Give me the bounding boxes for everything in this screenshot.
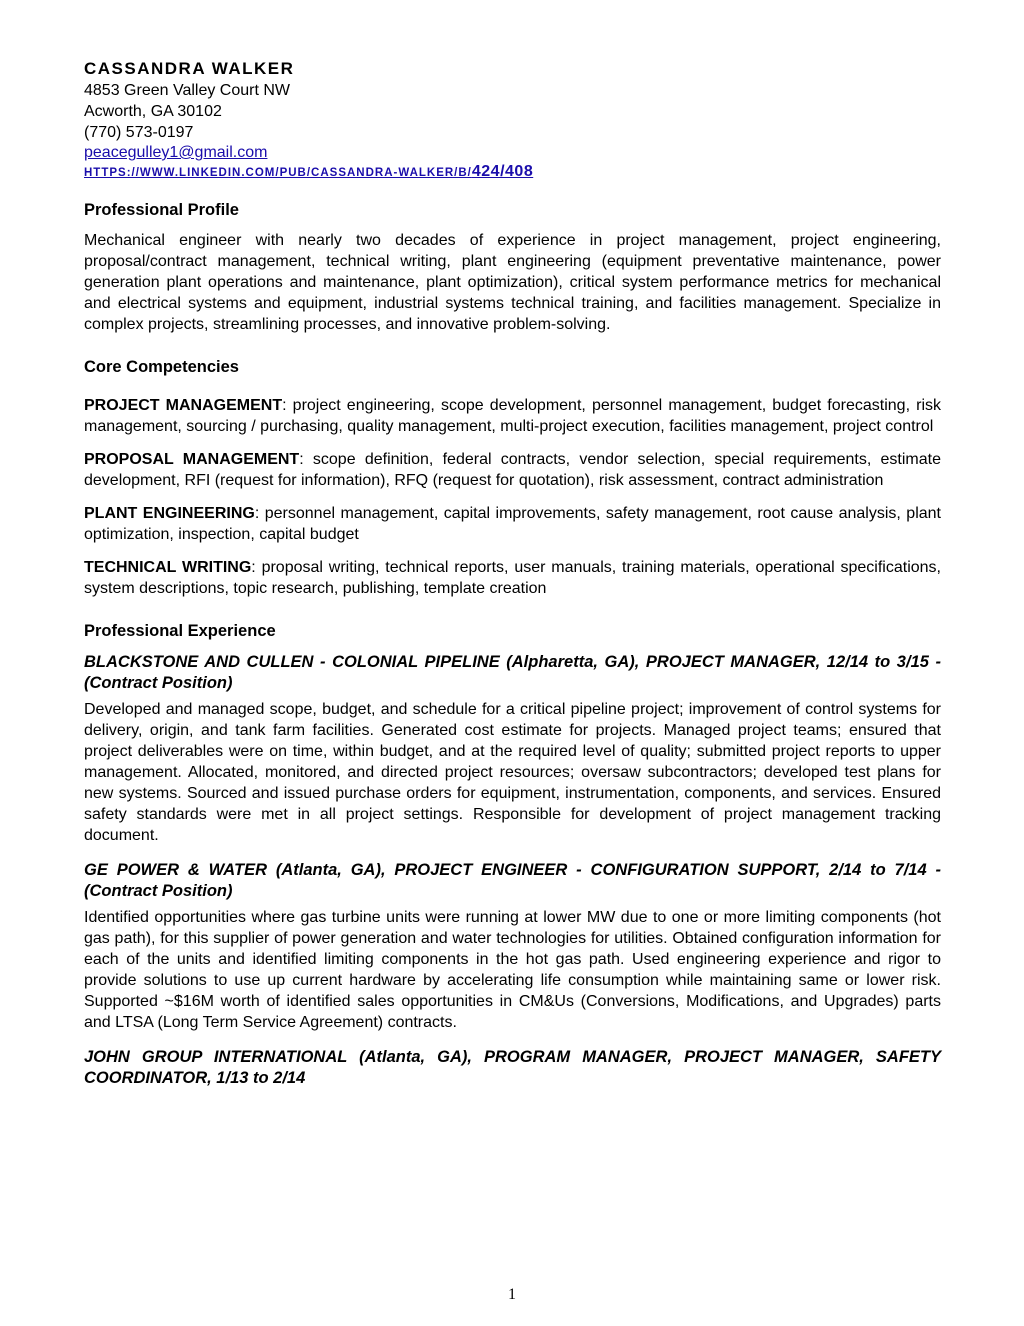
job-description-blackstone: Developed and managed scope, budget, and schedule for a critical pipeline project; improvement of control systems for delivery, origin, and tank farm facilities. Generated cost estimate for projects. Managed project teams; ensured that project deliverables were on time, within budget, and at the required level of quality; submitted project reports to upper management. Allocated, monitored, and directed project resources; oversaw subcontractors; developed test plans for new systems. Sourced and issued purchase orders for equipment, instrumentation, components, and services. Ensured safety standards were met in all project settings. Responsible for development of project management tracking document. <box>84 701 941 844</box>
competency-text: : personnel management, capital improvements, safety management, root cause analysis, plant optimization, inspection, capital budget <box>84 505 941 543</box>
contact-block <box>84 58 941 183</box>
competencies-heading: Core Competencies <box>84 358 239 376</box>
candidate-name: CASSANDRA WALKER <box>84 59 295 78</box>
experience-section <box>84 621 941 1089</box>
profile-section <box>84 200 941 335</box>
competency-label: PROJECT MANAGEMENT <box>84 397 283 414</box>
phone-number: (770) 573-0197 <box>84 124 194 141</box>
competency-label: PLANT ENGINEERING <box>84 505 255 522</box>
job-title-john-group: JOHN GROUP INTERNATIONAL (Atlanta, GA), PROGRAM MANAGER, PROJECT MANAGER, SAFETY COORDINATOR, 1/13 to 2/14 <box>84 1048 941 1087</box>
competencies-section <box>84 357 941 599</box>
resume-page <box>84 58 941 1089</box>
page-number: 1 <box>508 1286 516 1303</box>
competency-label: TECHNICAL WRITING <box>84 559 252 576</box>
linkedin-link-suffix: 424/408 <box>471 163 534 180</box>
job-title-blackstone: BLACKSTONE AND CULLEN - COLONIAL PIPELINE (Alpharetta, GA), PROJECT MANAGER, 12/14 to 3/15 - (Contract Position) <box>84 653 941 692</box>
job-title-ge-power: GE POWER & WATER (Atlanta, GA), PROJECT ENGINEER - CONFIGURATION SUPPORT, 2/14 to 7/14 - (Contract Position) <box>84 861 941 900</box>
competency-project-management <box>84 395 941 437</box>
email-link[interactable]: peacegulley1@gmail.com <box>84 144 268 161</box>
experience-heading: Professional Experience <box>84 622 276 640</box>
address-line-2: Acworth, GA 30102 <box>84 103 222 120</box>
competency-text: : scope definition, federal contracts, vendor selection, special requirements, estimate development, RFI (request for information), RFQ (request for quotation), risk assessment, contract administration <box>84 451 942 489</box>
address-line-1: 4853 Green Valley Court NW <box>84 82 291 99</box>
competency-text: : project engineering, scope development, personnel management, budget forecasting, risk management, sourcing / purchasing, quality management, multi-project execution, facilities management, project control <box>84 397 942 435</box>
linkedin-link[interactable] <box>84 162 533 183</box>
competency-plant-engineering <box>84 503 941 545</box>
competency-text: : proposal writing, technical reports, user manuals, training materials, operational specifications, system descriptions, topic research, publishing, template creation <box>84 559 941 597</box>
competency-proposal-management <box>84 449 941 491</box>
competency-label: PROPOSAL MANAGEMENT <box>84 451 300 468</box>
competency-technical-writing <box>84 557 941 599</box>
job-description-ge-power: Identified opportunities where gas turbine units were running at lower MW due to one or more limiting components (hot gas path), for this supplier of power generation and water technologies for utilities. Obtained configuration information for each of the units and identified limiting components in the hot gas path. Used engineering experience and rigor to provide solutions to use up current hardware by accelerating life consumption while maintaining same or lower risk. Supported ~$16M worth of identified sales opportunities in CM&Us (Conversions, Modifications, and Upgrades) parts and LTSA (Long Term Service Agreement) contracts. <box>84 909 941 1031</box>
linkedin-link-prefix: HTTPS://WWW.LINKEDIN.COM/PUB/CASSANDRA-WALKER/B/ <box>84 167 472 179</box>
profile-heading: Professional Profile <box>84 201 239 219</box>
profile-text: Mechanical engineer with nearly two decades of experience in project management, project engineering, proposal/contract management, technical writing, plant engineering (equipment preventative maintenance, power generation plant operations and maintenance, plant optimization), critical system performance metrics for mechanical and electrical systems and equipment, industrial systems technical training, and facilities management. Specialize in complex projects, streamlining processes, and innovative problem-solving. <box>84 232 941 333</box>
